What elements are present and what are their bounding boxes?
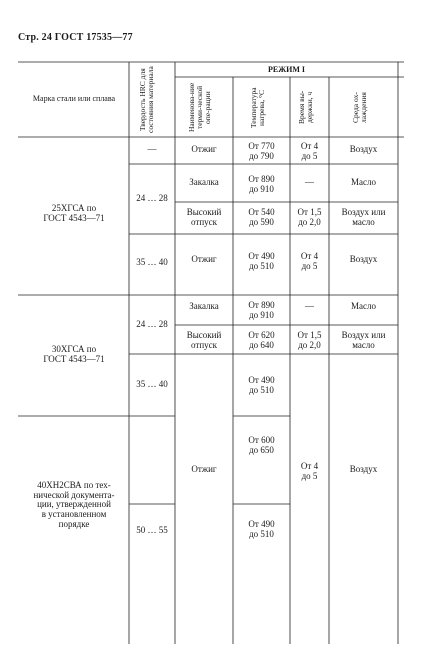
cooling-cell: Воздух [349, 144, 378, 154]
col-header-cooling: Среда ох-лаждения [351, 92, 368, 123]
col-header-treatment: Наименова-ние терми-ческой опе-рации [187, 82, 212, 133]
temperature-cell: От 890 до 910 [248, 300, 275, 320]
temperature-cell: От 490 до 510 [248, 375, 275, 395]
operation-cell: Отжиг [191, 254, 217, 264]
hardness-value: — [147, 144, 157, 154]
cooling-cell: Воздух [349, 254, 378, 264]
cooling-cell: Масло [351, 177, 376, 187]
col-header-temperature: Температура нагрева, °С [249, 87, 266, 128]
grade-name: 30ХГСА по ГОСТ 4543—71 [43, 344, 105, 364]
time-cell: От 4 до 5 [300, 141, 319, 161]
grade-name: 25ХГСА по ГОСТ 4543—71 [43, 203, 105, 223]
cooling-cell: Воздух [349, 464, 378, 474]
time-cell: От 1,5 до 2,0 [297, 330, 322, 350]
time-cell: — [305, 301, 314, 311]
grade-name: 40ХН2СВА по тех- нической документа- ции, утвержденной в установленном порядке [33, 480, 115, 529]
col-header-time: Время вы-держки, ч [297, 90, 314, 125]
temperature-cell: От 490 до 510 [248, 251, 275, 271]
hardness-value: 50 … 55 [136, 525, 168, 535]
time-cell: — [305, 177, 314, 187]
hardness-value: 24 … 28 [136, 319, 168, 329]
time-cell: От 1,5 до 2,0 [297, 207, 322, 227]
cooling-cell: Масло [351, 301, 376, 311]
temperature-cell: От 620 до 640 [248, 330, 275, 350]
temperature-cell: От 770 до 790 [248, 141, 275, 161]
operation-cell: Отжиг [191, 464, 217, 474]
time-cell: От 4 до 5 [300, 251, 319, 271]
time-cell: От 4 до 5 [300, 461, 319, 481]
col-header-mode: РЕЖИМ I [267, 65, 306, 74]
temperature-cell: От 600 до 650 [248, 435, 275, 455]
temperature-cell: От 540 до 590 [248, 207, 275, 227]
col-header-grade: Марка стали или сплава [32, 94, 116, 103]
operation-cell: Отжиг [191, 144, 217, 154]
operation-cell: Закалка [189, 177, 219, 187]
hardness-value: 35 … 40 [136, 379, 168, 389]
page-header: Стр. 24 ГОСТ 17535—77 [18, 32, 133, 43]
cooling-cell: Воздух или масло [341, 330, 386, 350]
operation-cell: Высокий отпуск [186, 207, 222, 227]
hardness-value: 24 … 28 [136, 193, 168, 203]
temperature-cell: От 890 до 910 [248, 174, 275, 194]
hardness-value: 35 … 40 [136, 257, 168, 267]
cooling-cell: Воздух или масло [341, 207, 386, 227]
operation-cell: Закалка [189, 301, 219, 311]
temperature-cell: От 490 до 510 [248, 519, 275, 539]
col-header-hardness: Твердость HRC для состояния материала [138, 66, 155, 134]
operation-cell: Высокий отпуск [186, 330, 222, 350]
